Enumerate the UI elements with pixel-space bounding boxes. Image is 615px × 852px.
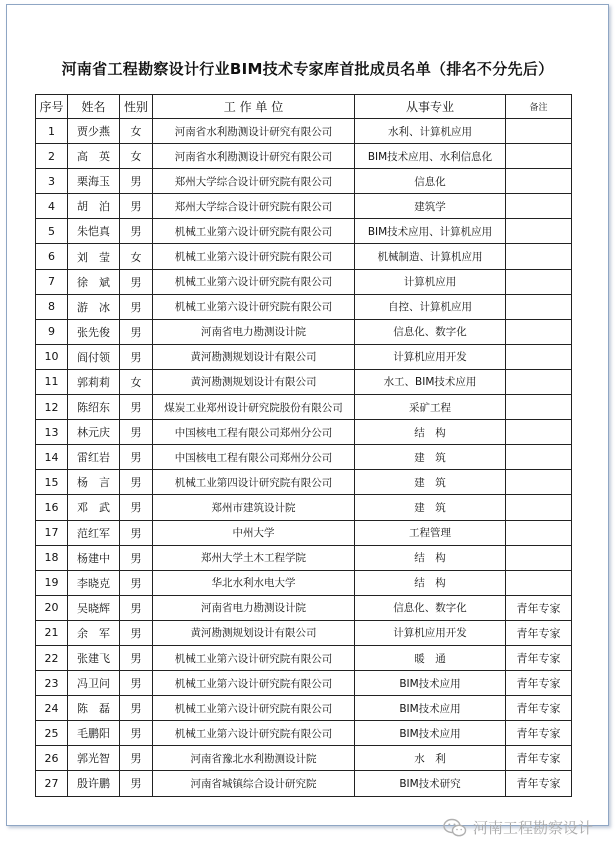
row-field: BIM技术应用 xyxy=(355,721,506,746)
table-row xyxy=(36,395,572,420)
row-gender: 男 xyxy=(120,520,153,545)
watermark-text: 河南工程勘察设计 xyxy=(472,819,593,837)
row-unit: 机械工业第六设计研究院有限公司 xyxy=(153,269,355,294)
row-gender: 男 xyxy=(120,696,153,721)
row-gender: 女 xyxy=(120,119,153,144)
row-unit: 机械工业第六设计研究院有限公司 xyxy=(153,244,355,269)
row-unit: 煤炭工业郑州设计研究院股份有限公司 xyxy=(153,395,355,420)
table-row xyxy=(36,144,572,169)
table-row xyxy=(36,420,572,445)
row-note xyxy=(506,169,572,194)
row-note xyxy=(506,395,572,420)
row-name: 郭莉莉 xyxy=(68,369,120,394)
row-name: 郭光智 xyxy=(68,746,120,771)
row-note: 青年专家 xyxy=(506,746,572,771)
table-row xyxy=(36,746,572,771)
row-number: 19 xyxy=(36,570,68,595)
row-gender: 男 xyxy=(120,319,153,344)
row-number: 14 xyxy=(36,445,68,470)
table-row xyxy=(36,620,572,645)
row-name: 杨建中 xyxy=(68,545,120,570)
row-unit: 郑州大学土木工程学院 xyxy=(153,545,355,570)
row-unit: 郑州大学综合设计研究院有限公司 xyxy=(153,194,355,219)
table-row xyxy=(36,319,572,344)
row-number: 4 xyxy=(36,194,68,219)
row-name: 贾少燕 xyxy=(68,119,120,144)
row-number: 5 xyxy=(36,219,68,244)
row-unit: 机械工业第六设计研究院有限公司 xyxy=(153,645,355,670)
row-number: 7 xyxy=(36,269,68,294)
header-unit: 工 作 单 位 xyxy=(153,95,355,119)
row-gender: 男 xyxy=(120,671,153,696)
row-note xyxy=(506,194,572,219)
row-name: 朱恺真 xyxy=(68,219,120,244)
row-unit: 机械工业第六设计研究院有限公司 xyxy=(153,219,355,244)
row-unit: 机械工业第六设计研究院有限公司 xyxy=(153,671,355,696)
table-row xyxy=(36,771,572,796)
row-number: 1 xyxy=(36,119,68,144)
row-note xyxy=(506,369,572,394)
row-name: 栗海玉 xyxy=(68,169,120,194)
row-unit: 郑州大学综合设计研究院有限公司 xyxy=(153,169,355,194)
table-row xyxy=(36,344,572,369)
wechat-icon xyxy=(443,818,467,838)
row-number: 17 xyxy=(36,520,68,545)
document-title: 河南省工程勘察设计行业BIM技术专家库首批成员名单（排名不分先后） xyxy=(61,60,554,78)
row-field: 自控、计算机应用 xyxy=(355,294,506,319)
row-number: 20 xyxy=(36,595,68,620)
row-number: 9 xyxy=(36,319,68,344)
table-row xyxy=(36,269,572,294)
row-name: 余 军 xyxy=(68,620,120,645)
row-name: 刘 莹 xyxy=(68,244,120,269)
row-gender: 男 xyxy=(120,771,153,796)
row-number: 13 xyxy=(36,420,68,445)
row-gender: 男 xyxy=(120,570,153,595)
table-row xyxy=(36,645,572,670)
row-unit: 黄河勘测规划设计有限公司 xyxy=(153,369,355,394)
row-gender: 男 xyxy=(120,420,153,445)
row-gender: 女 xyxy=(120,144,153,169)
row-name: 游 冰 xyxy=(68,294,120,319)
row-name: 雷红岩 xyxy=(68,445,120,470)
row-unit: 中国核电工程有限公司郑州分公司 xyxy=(153,445,355,470)
row-gender: 男 xyxy=(120,545,153,570)
row-number: 16 xyxy=(36,495,68,520)
row-field: BIM技术研究 xyxy=(355,771,506,796)
row-gender: 男 xyxy=(120,746,153,771)
row-field: 暖 通 xyxy=(355,645,506,670)
row-number: 18 xyxy=(36,545,68,570)
row-gender: 男 xyxy=(120,169,153,194)
row-name: 冯卫问 xyxy=(68,671,120,696)
row-unit: 华北水利水电大学 xyxy=(153,570,355,595)
row-number: 8 xyxy=(36,294,68,319)
table-row xyxy=(36,721,572,746)
row-note xyxy=(506,445,572,470)
row-note xyxy=(506,420,572,445)
row-number: 26 xyxy=(36,746,68,771)
table-row xyxy=(36,671,572,696)
row-gender: 男 xyxy=(120,219,153,244)
row-note xyxy=(506,219,572,244)
row-number: 2 xyxy=(36,144,68,169)
row-field: 机械制造、计算机应用 xyxy=(355,244,506,269)
row-note: 青年专家 xyxy=(506,696,572,721)
table-row xyxy=(36,445,572,470)
row-field: 水工、BIM技术应用 xyxy=(355,369,506,394)
table-row xyxy=(36,119,572,144)
row-gender: 男 xyxy=(120,294,153,319)
row-name: 胡 泊 xyxy=(68,194,120,219)
row-number: 22 xyxy=(36,645,68,670)
row-name: 邓 武 xyxy=(68,495,120,520)
header-gender: 性别 xyxy=(120,95,153,119)
row-gender: 男 xyxy=(120,620,153,645)
row-number: 10 xyxy=(36,344,68,369)
row-field: BIM技术应用、计算机应用 xyxy=(355,219,506,244)
row-gender: 男 xyxy=(120,470,153,495)
row-name: 张先俊 xyxy=(68,319,120,344)
row-number: 24 xyxy=(36,696,68,721)
row-name: 毛鹏阳 xyxy=(68,721,120,746)
row-unit: 黄河勘测规划设计有限公司 xyxy=(153,344,355,369)
row-field: 信息化 xyxy=(355,169,506,194)
row-name: 殷许鹏 xyxy=(68,771,120,796)
row-field: 结 构 xyxy=(355,420,506,445)
row-field: BIM技术应用 xyxy=(355,671,506,696)
row-number: 15 xyxy=(36,470,68,495)
row-unit: 河南省电力勘测设计院 xyxy=(153,595,355,620)
row-note xyxy=(506,520,572,545)
row-number: 23 xyxy=(36,671,68,696)
row-note xyxy=(506,344,572,369)
row-gender: 男 xyxy=(120,269,153,294)
row-note: 青年专家 xyxy=(506,645,572,670)
row-name: 吴晓辉 xyxy=(68,595,120,620)
row-unit: 机械工业第六设计研究院有限公司 xyxy=(153,294,355,319)
row-note xyxy=(506,545,572,570)
row-name: 陈绍东 xyxy=(68,395,120,420)
row-unit: 中国核电工程有限公司郑州分公司 xyxy=(153,420,355,445)
row-number: 12 xyxy=(36,395,68,420)
row-field: BIM技术应用 xyxy=(355,696,506,721)
table-body xyxy=(36,119,572,797)
row-field: 水 利 xyxy=(355,746,506,771)
row-field: 计算机应用 xyxy=(355,269,506,294)
row-field: 计算机应用开发 xyxy=(355,620,506,645)
row-field: 信息化、数字化 xyxy=(355,595,506,620)
header-name: 姓名 xyxy=(68,95,120,119)
header-field: 从事专业 xyxy=(355,95,506,119)
row-unit: 河南省水利勘测设计研究有限公司 xyxy=(153,144,355,169)
row-gender: 男 xyxy=(120,495,153,520)
row-note xyxy=(506,119,572,144)
table-row xyxy=(36,244,572,269)
row-gender: 女 xyxy=(120,369,153,394)
row-name: 阎付领 xyxy=(68,344,120,369)
row-number: 27 xyxy=(36,771,68,796)
row-unit: 河南省豫北水利勘测设计院 xyxy=(153,746,355,771)
table-row xyxy=(36,169,572,194)
row-number: 6 xyxy=(36,244,68,269)
row-field: 建 筑 xyxy=(355,495,506,520)
table-row xyxy=(36,470,572,495)
row-number: 3 xyxy=(36,169,68,194)
row-unit: 郑州市建筑设计院 xyxy=(153,495,355,520)
row-number: 25 xyxy=(36,721,68,746)
row-gender: 男 xyxy=(120,194,153,219)
row-gender: 男 xyxy=(120,395,153,420)
row-note: 青年专家 xyxy=(506,671,572,696)
row-note xyxy=(506,294,572,319)
row-name: 陈 磊 xyxy=(68,696,120,721)
row-field: 建筑学 xyxy=(355,194,506,219)
row-unit: 河南省电力勘测设计院 xyxy=(153,319,355,344)
row-field: 水利、计算机应用 xyxy=(355,119,506,144)
row-note xyxy=(506,319,572,344)
table-row xyxy=(36,194,572,219)
table-row xyxy=(36,495,572,520)
expert-roster-table xyxy=(35,94,572,797)
row-unit: 河南省城镇综合设计研究院 xyxy=(153,771,355,796)
row-name: 高 英 xyxy=(68,144,120,169)
row-name: 徐 斌 xyxy=(68,269,120,294)
row-field: 采矿工程 xyxy=(355,395,506,420)
row-field: BIM技术应用、水利信息化 xyxy=(355,144,506,169)
row-note: 青年专家 xyxy=(506,721,572,746)
row-note xyxy=(506,269,572,294)
row-name: 范红军 xyxy=(68,520,120,545)
row-field: 信息化、数字化 xyxy=(355,319,506,344)
row-unit: 机械工业第六设计研究院有限公司 xyxy=(153,721,355,746)
row-name: 李晓克 xyxy=(68,570,120,595)
row-gender: 男 xyxy=(120,445,153,470)
row-note: 青年专家 xyxy=(506,595,572,620)
watermark xyxy=(443,817,593,838)
row-field: 结 构 xyxy=(355,570,506,595)
row-gender: 男 xyxy=(120,721,153,746)
row-unit: 机械工业第六设计研究院有限公司 xyxy=(153,696,355,721)
row-note xyxy=(506,570,572,595)
table-row xyxy=(36,545,572,570)
row-unit: 机械工业第四设计研究院有限公司 xyxy=(153,470,355,495)
row-unit: 黄河勘测规划设计有限公司 xyxy=(153,620,355,645)
row-gender: 男 xyxy=(120,595,153,620)
row-gender: 男 xyxy=(120,645,153,670)
row-note: 青年专家 xyxy=(506,620,572,645)
table-row xyxy=(36,294,572,319)
table-row xyxy=(36,520,572,545)
table-row xyxy=(36,219,572,244)
row-unit: 中州大学 xyxy=(153,520,355,545)
row-note xyxy=(506,495,572,520)
row-name: 林元庆 xyxy=(68,420,120,445)
row-number: 21 xyxy=(36,620,68,645)
table-row xyxy=(36,369,572,394)
row-number: 11 xyxy=(36,369,68,394)
row-gender: 女 xyxy=(120,244,153,269)
row-note xyxy=(506,144,572,169)
row-note: 青年专家 xyxy=(506,771,572,796)
row-name: 张建飞 xyxy=(68,645,120,670)
table-header-row xyxy=(36,95,572,119)
row-gender: 男 xyxy=(120,344,153,369)
table-row xyxy=(36,570,572,595)
row-unit: 河南省水利勘测设计研究有限公司 xyxy=(153,119,355,144)
row-field: 计算机应用开发 xyxy=(355,344,506,369)
row-name: 杨 言 xyxy=(68,470,120,495)
row-note xyxy=(506,244,572,269)
table-row xyxy=(36,696,572,721)
row-field: 建 筑 xyxy=(355,445,506,470)
row-field: 结 构 xyxy=(355,545,506,570)
header-note: 备注 xyxy=(506,95,572,119)
row-note xyxy=(506,470,572,495)
header-number: 序号 xyxy=(36,95,68,119)
row-field: 工程管理 xyxy=(355,520,506,545)
table-row xyxy=(36,595,572,620)
row-field: 建 筑 xyxy=(355,470,506,495)
